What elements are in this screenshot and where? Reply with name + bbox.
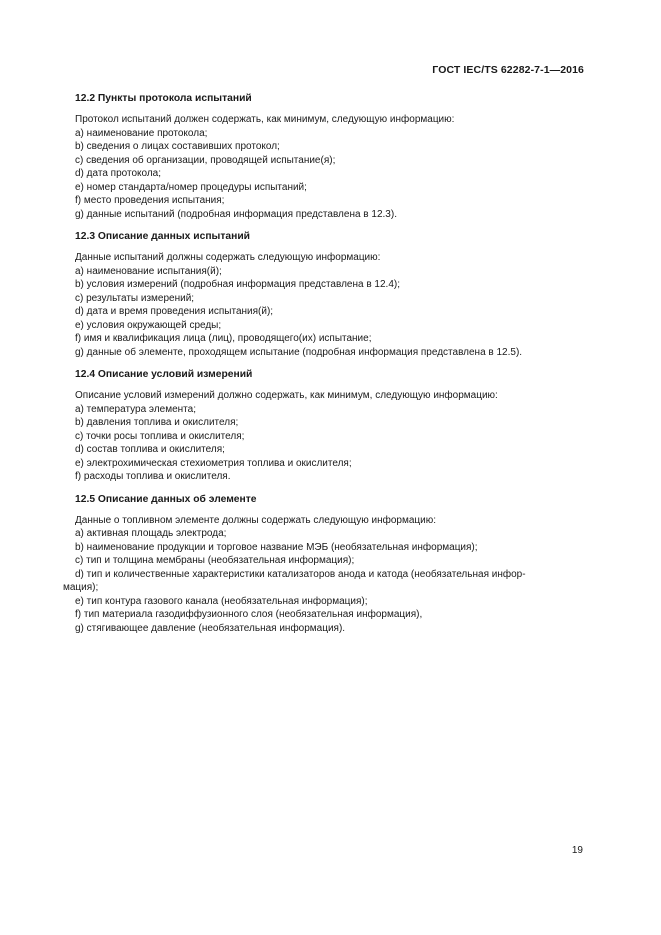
list-item: a) температура элемента; — [75, 403, 196, 415]
list-item: d) состав топлива и окислителя; — [75, 444, 225, 455]
list-item: a) наименование протокола; — [75, 127, 208, 139]
section-intro: Протокол испытаний должен содержать, как минимум, следующую информацию: — [75, 114, 455, 125]
list-item: b) условия измерений (подробная информация представлена в 12.4); — [75, 279, 400, 290]
section-12-3 — [63, 230, 585, 359]
list-item: g) стягивающее давление (необязательная информация). — [75, 622, 346, 634]
section-intro: Описание условий измерений должно содержать, как минимум, следующую информацию: — [75, 390, 498, 401]
list-item: d) дата и время проведения испытания(й); — [75, 306, 274, 317]
list-item: e) номер стандарта/номер процедуры испытаний; — [75, 181, 307, 193]
item-list — [63, 527, 585, 635]
list-item: g) данные испытаний (подробная информация представлена в 12.3). — [75, 208, 397, 220]
list-item: c) сведения об организации, проводящей испытание(я); — [75, 154, 336, 166]
list-item: b) наименование продукции и торговое название МЭБ (необязательная информация); — [75, 541, 478, 553]
list-item: e) тип контура газового канала (необязательная информация); — [75, 595, 368, 607]
section-12-2 — [63, 92, 585, 221]
list-item: f) имя и квалификация лица (лиц), проводящего(их) испытание; — [75, 333, 372, 344]
section-intro: Данные испытаний должны содержать следующую информацию: — [75, 252, 381, 263]
list-item: c) точки росы топлива и окислителя; — [75, 430, 245, 442]
section-title: 12.3 Описание данных испытаний — [75, 231, 250, 242]
section-12-4 — [63, 368, 585, 484]
item-list — [63, 403, 585, 484]
item-list — [63, 265, 585, 360]
list-item: e) условия окружающей среды; — [75, 319, 222, 331]
list-item: a) наименование испытания(й); — [75, 265, 222, 277]
list-item: f) расходы топлива и окислителя. — [75, 471, 231, 482]
list-item: b) давления топлива и окислителя; — [75, 417, 239, 428]
document-header: ГОСТ IEC/TS 62282-7-1—2016 — [432, 64, 584, 76]
section-title: 12.4 Описание условий измерений — [75, 369, 253, 380]
section-title: 12.2 Пункты протокола испытаний — [75, 93, 252, 104]
list-item: d) тип и количественные характеристики катализаторов анода и катода (необязательная инфор- — [75, 568, 526, 580]
list-item: d) дата протокола; — [75, 168, 162, 179]
list-item: c) тип и толщина мембраны (необязательная информация); — [75, 555, 355, 566]
list-item: g) данные об элементе, проходящем испытание (подробная информация представлена в 12.5). — [75, 346, 523, 358]
section-intro: Данные о топливном элементе должны содержать следующую информацию: — [75, 514, 437, 526]
page-number: 19 — [571, 845, 583, 856]
list-item-continuation: мация); — [63, 582, 99, 593]
list-item: c) результаты измерений; — [75, 292, 195, 304]
item-list — [63, 127, 585, 222]
list-item: b) сведения о лицах составивших протокол; — [75, 141, 280, 152]
section-12-5 — [63, 493, 585, 636]
section-title: 12.5 Описание данных об элементе — [75, 493, 257, 505]
list-item: a) активная площадь электрода; — [75, 528, 227, 539]
list-item: f) место проведения испытания; — [75, 195, 225, 206]
document-body — [63, 92, 585, 644]
list-item: f) тип материала газодиффузионного слоя (необязательная информация), — [75, 609, 423, 620]
list-item: e) электрохимическая стехиометрия топлива и окислителя; — [75, 457, 352, 469]
